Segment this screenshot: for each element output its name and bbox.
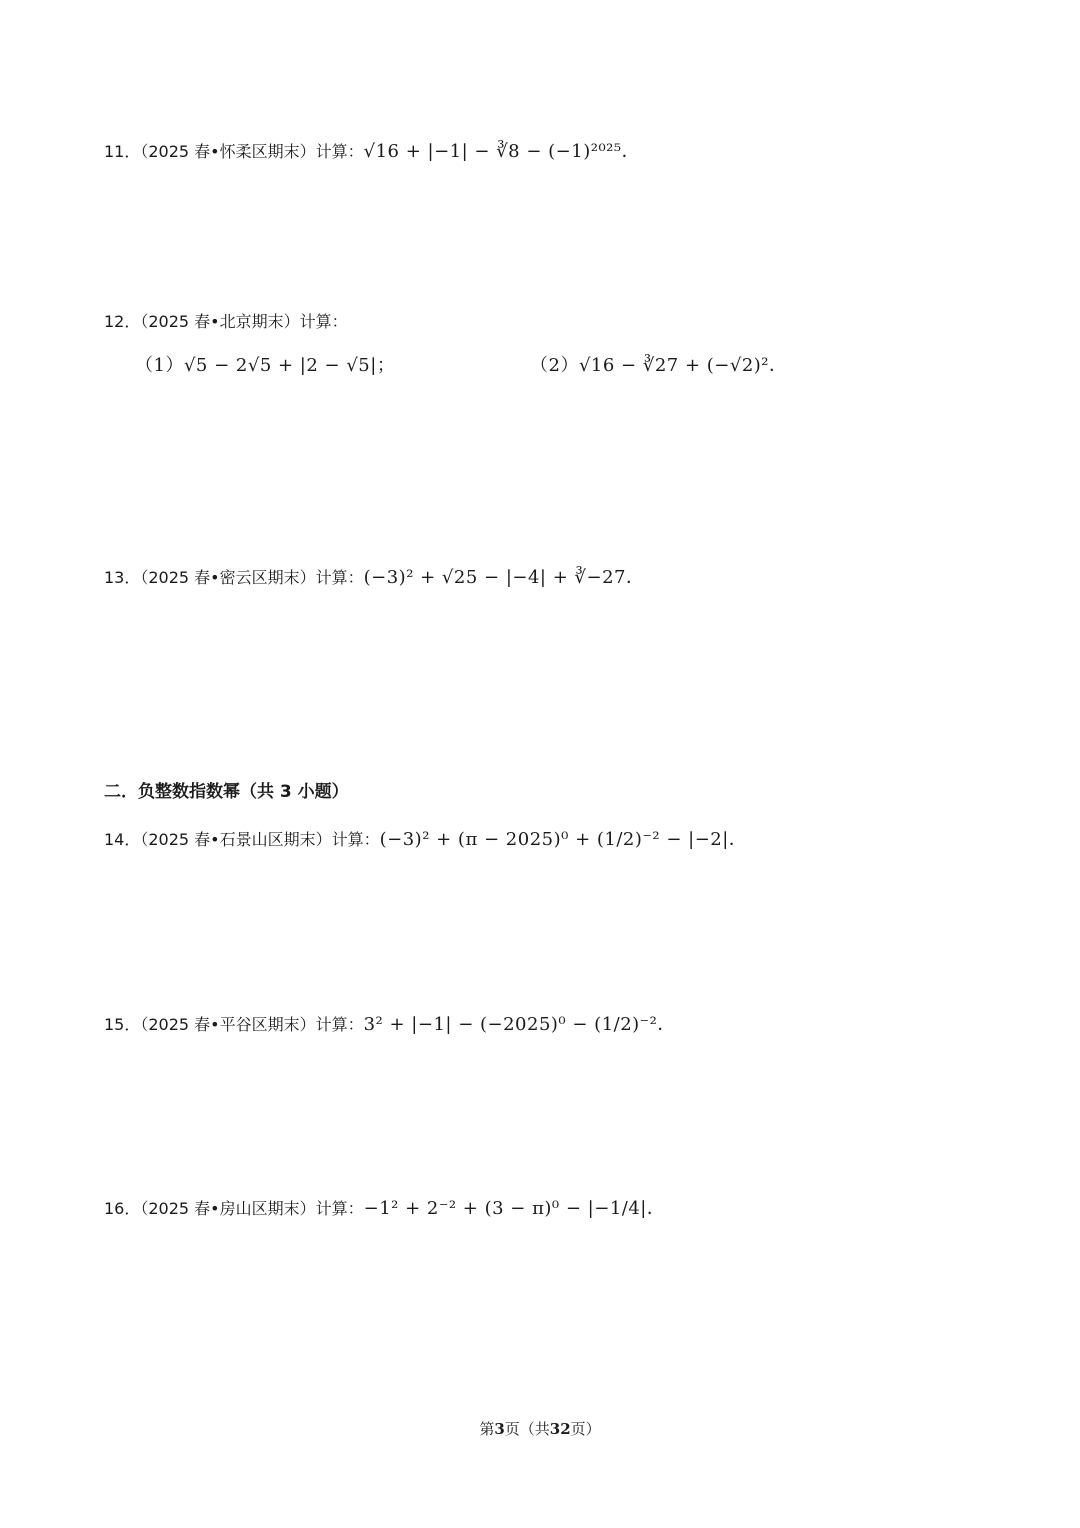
- footer-page-number: 3: [494, 1420, 505, 1438]
- footer-post: 页）: [570, 1420, 601, 1438]
- problem-13: [104, 566, 644, 590]
- problem-15-prefix: 15．（2025 春•平谷区期末）计算：: [104, 1015, 364, 1034]
- problem-12-part-2: [530, 354, 788, 378]
- page-footer: [0, 1418, 1080, 1439]
- footer-mid: 页（共: [504, 1420, 550, 1438]
- problem-11-prefix: 11．（2025 春•怀柔区期末）计算：: [104, 142, 364, 161]
- section-title: 二．负整数指数幂（共 3 小题）: [104, 782, 349, 802]
- problem-16-expression: −1² + 2⁻² + (3 − π)⁰ − |−1/4|．: [363, 1198, 666, 1219]
- problem-13-prefix: 13．（2025 春•密云区期末）计算：: [104, 568, 364, 587]
- problem-14-prefix: 14．（2025 春•石景山区期末）计算：: [104, 830, 380, 849]
- footer-total-pages: 32: [549, 1420, 571, 1438]
- problem-12-part-1: [135, 354, 395, 378]
- footer-pre: 第: [479, 1420, 495, 1438]
- problem-16: [104, 1197, 665, 1221]
- problem-12-prefix: 12．（2025 春•北京期末）计算：: [104, 312, 348, 331]
- problem-11: [104, 140, 640, 164]
- problem-16-prefix: 16．（2025 春•房山区期末）计算：: [104, 1199, 364, 1218]
- problem-15: [104, 1013, 676, 1037]
- problem-15-expression: 3² + |−1| − (−2025)⁰ − (1/2)⁻²．: [363, 1014, 676, 1035]
- problem-13-expression: (−3)² + √25 − |−4| + ∛−27．: [363, 567, 645, 588]
- problem-11-expression: √16 + |−1| − ∛8 − (−1)²⁰²⁵．: [363, 141, 641, 162]
- problem-12-part-2-expression: （2）√16 − ∛27 + (−√2)²．: [530, 355, 788, 376]
- problem-12-part-1-expression: （1）√5 − 2√5 + |2 − √5|；: [135, 355, 396, 376]
- problem-14: [104, 828, 747, 852]
- problem-12: [104, 310, 348, 334]
- problem-14-expression: (−3)² + (π − 2025)⁰ + (1/2)⁻² − |−2|．: [379, 829, 748, 850]
